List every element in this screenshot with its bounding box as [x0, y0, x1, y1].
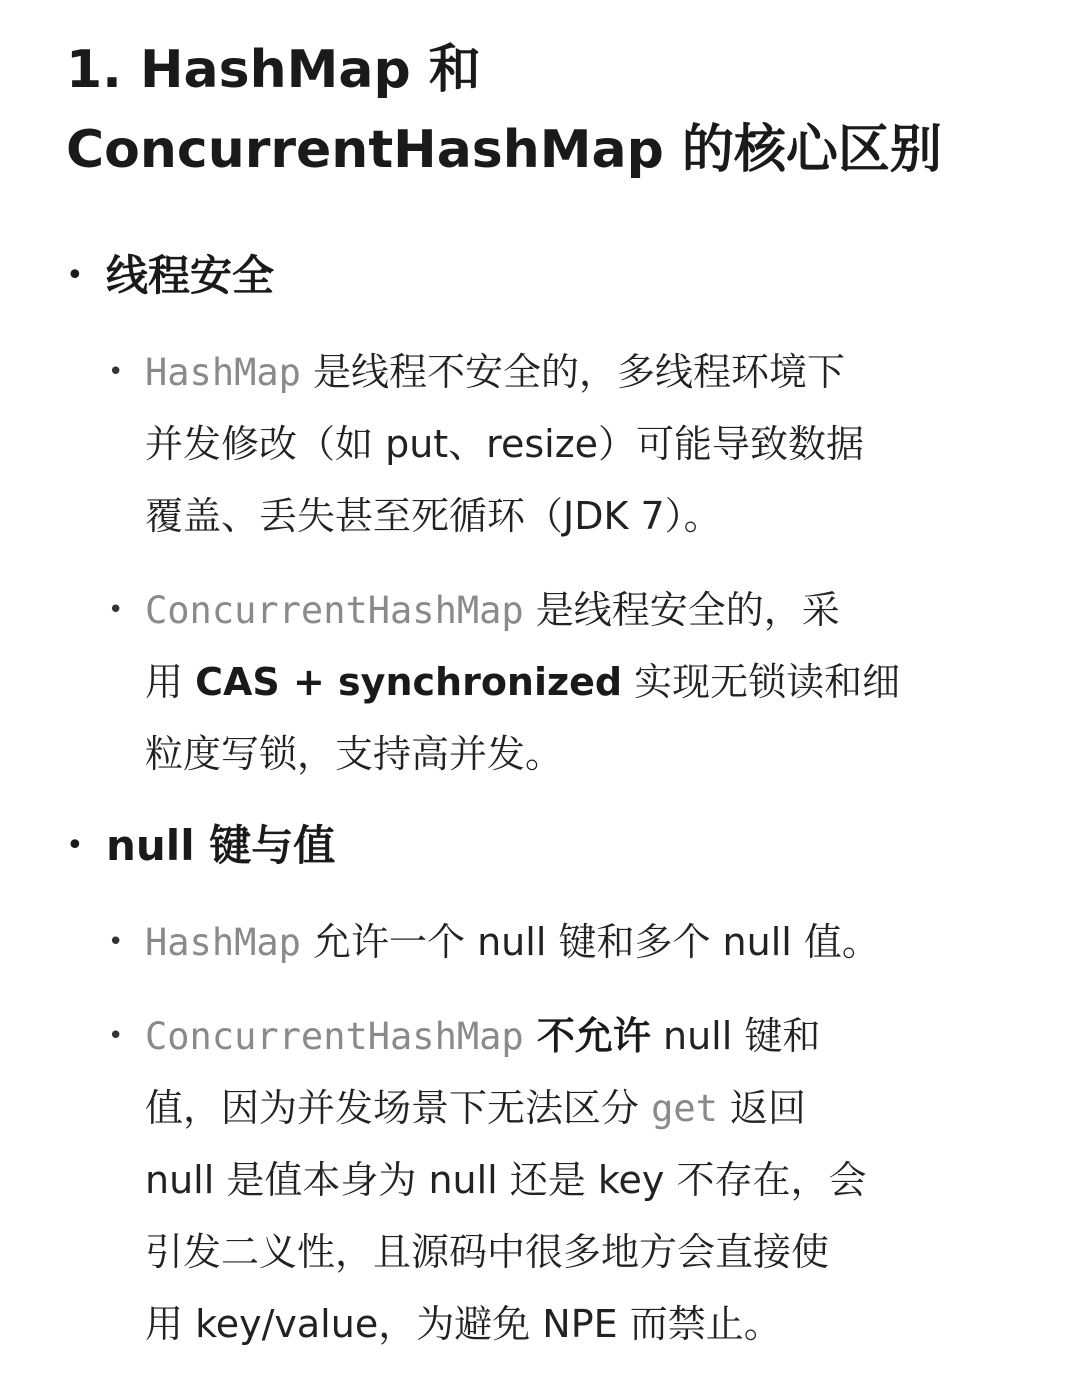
page-title [66, 30, 1026, 190]
page-title-line2: ConcurrentHashMap 的核心区别 [66, 120, 942, 180]
line: 覆盖、丢失甚至死循环（JDK 7）。 [145, 494, 722, 538]
line: null 是值本身为 null 还是 key 不存在，会 [145, 1158, 867, 1202]
inline-code: HashMap [145, 921, 301, 964]
text: 是线程不安全的，多线程环境下 [300, 350, 846, 394]
inline-code: HashMap [145, 351, 301, 394]
section-title: null 键与值 [106, 821, 336, 870]
text: 允许一个 null 键和多个 null 值。 [300, 920, 880, 964]
line: 粒度写锁，支持高并发。 [145, 732, 564, 776]
list-item-body [145, 906, 1023, 978]
line [145, 646, 1023, 718]
page-title-line1: 1. HashMap 和 [66, 40, 481, 100]
text: 返回 [717, 1086, 807, 1130]
line [145, 574, 1023, 646]
bullet-icon: • [66, 828, 84, 863]
bullet-icon: • [108, 595, 124, 625]
line: 并发修改（如 put、resize）可能导致数据 [145, 422, 865, 466]
text: 值，因为并发场景下无法区分 [145, 1086, 652, 1130]
bullet-icon: • [108, 357, 124, 387]
line: 引发二义性，且源码中很多地方会直接使 [145, 1230, 830, 1274]
inline-code: get [651, 1087, 718, 1130]
line [145, 1072, 1023, 1144]
line [145, 906, 1023, 978]
line: 用 key/value，为避免 NPE 而禁止。 [145, 1302, 782, 1346]
bullet-icon: • [108, 1021, 124, 1051]
text: 是线程安全的，采 [523, 588, 840, 632]
section-title: 线程安全 [106, 251, 275, 300]
bullet-icon: • [66, 258, 84, 293]
text: null 键和 [650, 1014, 821, 1058]
inline-code: ConcurrentHashMap [145, 1015, 524, 1058]
text: 实现无锁读和细 [622, 660, 901, 704]
emphasis: 不允许 [523, 1014, 651, 1058]
line [145, 1000, 1023, 1072]
line [145, 336, 1023, 408]
text: 用 [145, 660, 196, 704]
list-item-body [145, 574, 1023, 790]
emphasis: CAS + synchronized [195, 660, 623, 704]
bullet-icon: • [108, 927, 124, 957]
list-item-body [145, 1000, 1023, 1360]
list-item-body [145, 336, 1023, 552]
inline-code: ConcurrentHashMap [145, 589, 524, 632]
